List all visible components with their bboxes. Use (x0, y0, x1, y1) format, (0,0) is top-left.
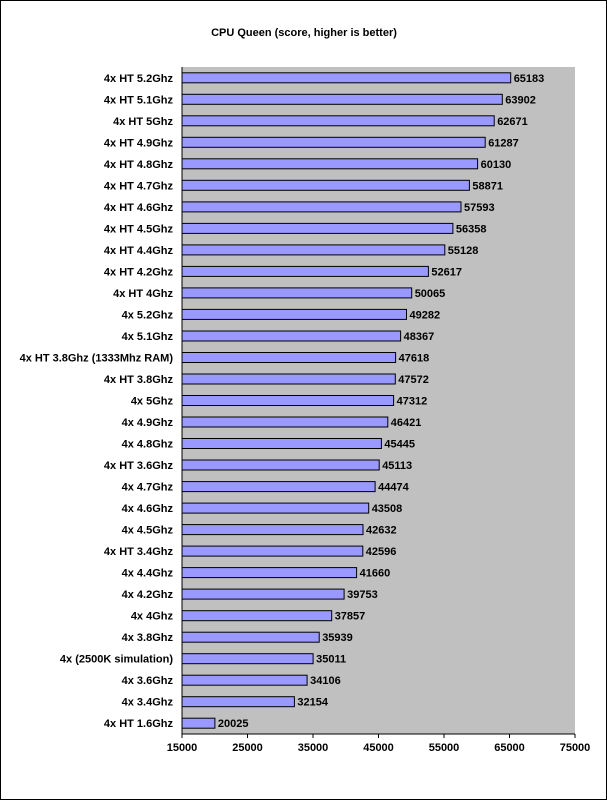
bar (182, 353, 396, 363)
x-tick-label: 55000 (428, 742, 460, 754)
bar (182, 568, 357, 578)
bar (182, 159, 478, 169)
value-label: 52617 (431, 266, 462, 279)
bar (182, 439, 381, 449)
bar (182, 245, 445, 255)
category-label: 4x 3.4Ghz (121, 696, 173, 709)
category-label: 4x (2500K simulation) (59, 653, 173, 666)
category-label: 4x HT 3.8Ghz (1333Mhz RAM) (19, 352, 173, 365)
category-label: 4x 3.8Ghz (121, 632, 173, 645)
x-tick-label: 45000 (363, 742, 394, 754)
category-label: 4x HT 4.8Ghz (103, 158, 173, 171)
x-tick-label: 25000 (232, 742, 263, 754)
bar (182, 611, 332, 621)
bar (182, 675, 307, 685)
value-label: 44474 (378, 481, 409, 494)
bar (182, 503, 369, 513)
bar (182, 116, 494, 126)
category-label: 4x HT 3.4Ghz (103, 546, 173, 559)
value-label: 61287 (488, 137, 519, 150)
category-label: 4x HT 3.8Ghz (103, 374, 173, 386)
value-label: 45445 (384, 438, 415, 451)
value-label: 20025 (217, 718, 249, 731)
bar (182, 309, 407, 319)
value-label: 47572 (398, 374, 429, 386)
value-label: 41660 (359, 567, 391, 580)
value-label: 45113 (382, 460, 413, 472)
value-label: 56358 (455, 223, 487, 236)
value-label: 43508 (371, 503, 403, 516)
x-tick-label: 65000 (494, 742, 525, 754)
bar (182, 202, 461, 212)
bar (182, 94, 502, 104)
bar (182, 223, 453, 233)
bar (182, 288, 412, 298)
value-label: 62671 (497, 115, 528, 128)
bar (182, 137, 485, 147)
bar (182, 546, 363, 556)
bar (182, 654, 313, 664)
category-label: 4x 4.5Ghz (121, 524, 173, 537)
category-label: 4x HT 1.6Ghz (103, 718, 173, 731)
bar (182, 632, 319, 642)
value-label: 63902 (505, 94, 536, 107)
category-label: 4x HT 4.7Ghz (103, 180, 173, 193)
category-label: 4x 4.8Ghz (121, 438, 173, 451)
bar (182, 718, 215, 728)
chart-title: CPU Queen (score, higher is better) (211, 27, 397, 39)
value-label: 58871 (472, 180, 503, 193)
value-label: 55128 (447, 244, 479, 257)
category-label: 4x HT 4.5Ghz (103, 223, 173, 236)
value-label: 60130 (480, 158, 512, 171)
value-label: 57593 (464, 201, 495, 214)
x-ticks (167, 734, 591, 754)
category-label: 4x 4.4Ghz (121, 567, 173, 580)
bar (182, 482, 375, 492)
value-label: 35011 (316, 653, 347, 666)
bar (182, 525, 363, 535)
x-tick-label: 35000 (297, 742, 329, 754)
category-label: 4x 5.2Ghz (121, 309, 173, 322)
category-label: 4x 5.1Ghz (121, 331, 173, 343)
category-label: 4x HT 5.2Ghz (103, 72, 173, 85)
value-label: 50065 (414, 287, 446, 300)
value-label: 47618 (398, 352, 430, 365)
category-label: 4x HT 4.6Ghz (103, 201, 173, 214)
value-label: 35939 (322, 632, 353, 645)
category-label: 4x 3.6Ghz (121, 675, 173, 688)
category-label: 4x 4Ghz (130, 610, 173, 623)
bar (182, 460, 379, 470)
category-label: 4x HT 4.2Ghz (103, 266, 173, 279)
value-label: 42632 (366, 524, 397, 537)
bar (182, 417, 388, 427)
bar (182, 180, 469, 190)
value-label: 65183 (513, 72, 545, 85)
value-label: 34106 (310, 675, 341, 688)
category-label: 4x HT 4Ghz (113, 287, 173, 300)
value-label: 32154 (297, 696, 328, 709)
category-label: 4x 4.9Ghz (121, 417, 173, 429)
bar (182, 396, 394, 406)
bar-chart (1, 1, 607, 801)
value-label: 49282 (409, 309, 441, 322)
category-label: 4x HT 4.9Ghz (103, 137, 173, 150)
bar (182, 374, 395, 384)
bar (182, 73, 511, 83)
value-label: 46421 (390, 417, 422, 429)
bar (182, 697, 294, 707)
x-tick-label: 75000 (559, 742, 591, 754)
category-label: 4x HT 4.4Ghz (103, 244, 173, 257)
bar (182, 331, 401, 341)
bar (182, 266, 428, 276)
bar (182, 589, 344, 599)
category-label: 4x 4.6Ghz (121, 503, 173, 516)
category-label: 4x HT 5Ghz (113, 115, 173, 128)
value-label: 42596 (365, 546, 397, 559)
category-label: 4x HT 5.1Ghz (103, 94, 173, 107)
value-label: 48367 (403, 331, 435, 343)
category-label: 4x 4.7Ghz (121, 481, 173, 494)
value-label: 47312 (396, 395, 428, 408)
category-label: 4x 5Ghz (130, 395, 173, 408)
x-tick-label: 15000 (166, 742, 198, 754)
value-label: 37857 (334, 610, 366, 623)
category-label: 4x HT 3.6Ghz (103, 460, 173, 472)
category-label: 4x 4.2Ghz (121, 589, 173, 602)
value-label: 39753 (347, 589, 378, 602)
